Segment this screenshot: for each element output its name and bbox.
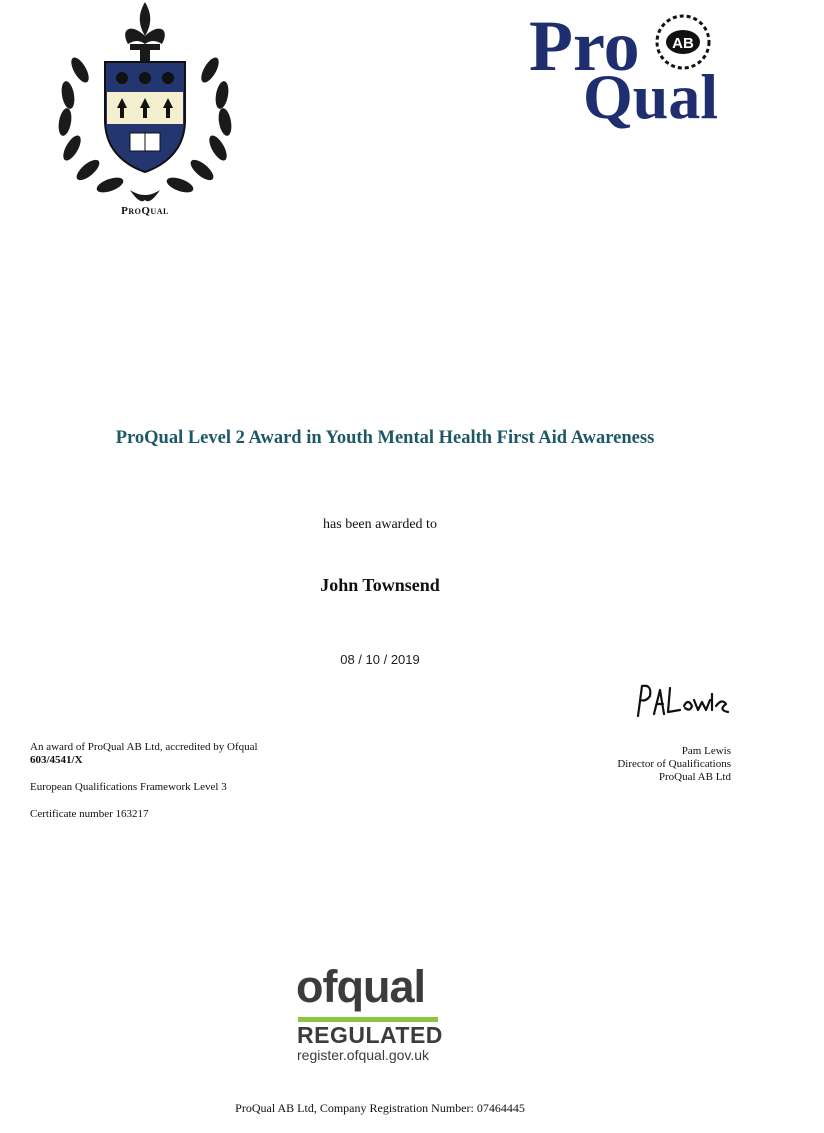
proqual-crest-logo xyxy=(50,0,240,225)
signatory-name: Pam Lewis xyxy=(681,745,731,757)
brand-logo-line2: Qual xyxy=(583,61,719,132)
awarded-to-text: has been awarded to xyxy=(323,517,437,532)
certificate-title: ProQual Level 2 Award in Youth Mental Health First Aid Awareness xyxy=(115,428,655,448)
ofqual-register-url: register.ofqual.gov.uk xyxy=(297,1047,430,1063)
ofqual-wordmark: ofqual xyxy=(296,961,425,1012)
signatory-organisation: ProQual AB Ltd xyxy=(658,771,731,783)
accreditation-line: An award of ProQual AB Ltd, accredited by Ofqual xyxy=(30,741,258,753)
award-date: 08 / 10 / 2019 xyxy=(340,652,420,667)
company-registration-footer: ProQual AB Ltd, Company Registration Number: 07464445 xyxy=(235,1101,525,1115)
qualification-code: 603/4541/X xyxy=(30,754,83,766)
proqual-brand-logo xyxy=(525,0,730,140)
certificate-number: Certificate number 163217 xyxy=(30,808,149,820)
signatory-role: Director of Qualifications xyxy=(617,758,731,770)
brand-logo-badge: AB xyxy=(672,35,694,52)
brand-logo-line1: Pro xyxy=(529,6,640,86)
ofqual-regulated-text: REGULATED xyxy=(297,1022,443,1048)
recipient-name: John Townsend xyxy=(320,575,440,595)
ofqual-regulated-logo xyxy=(296,961,446,1070)
crest-label: ProQual xyxy=(121,205,169,217)
signature-image xyxy=(630,676,740,726)
eqf-level: European Qualifications Framework Level 3 xyxy=(30,781,227,793)
